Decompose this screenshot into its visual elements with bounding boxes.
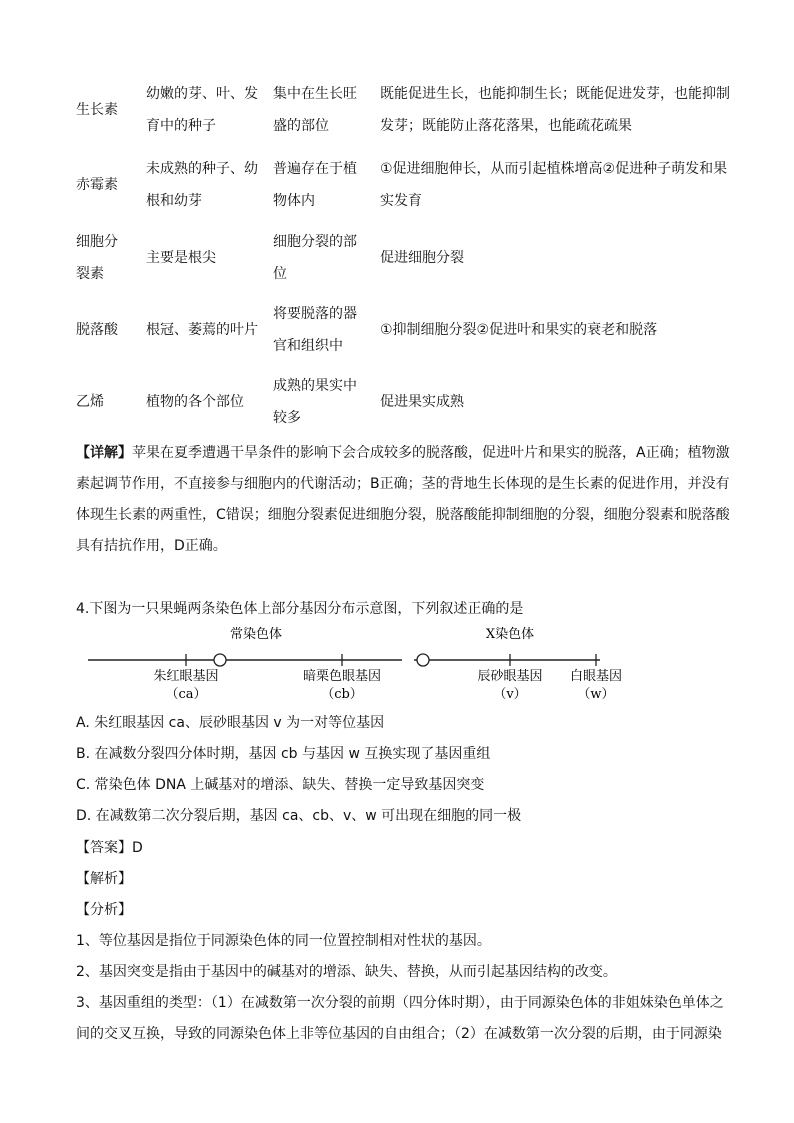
hormone-name: 细胞分 xyxy=(76,234,118,250)
gene-symbol: （w） xyxy=(577,687,615,702)
analysis-point: 间的交叉互换，导致的同源染色体上非等位基因的自由组合；（2）在减数第一次分裂的后期，由于同源染 xyxy=(76,1026,722,1042)
x-centromere xyxy=(417,654,429,666)
detail-label: 【详解】 xyxy=(76,445,132,461)
option-b: B. 在减数分裂四分体时期，基因 cb 与基因 w 互换实现了基因重组 xyxy=(76,746,491,762)
hormone-name: 乙烯 xyxy=(76,394,104,410)
hormone-name: 裂素 xyxy=(76,266,104,282)
analysis-point: 1、等位基因是指位于同源染色体的同一位置控制相对性状的基因。 xyxy=(76,933,491,949)
detail-line: 具有拮抗作用，D正确。 xyxy=(76,538,227,554)
analysis-label: 【解析】 xyxy=(76,871,132,887)
gene-symbol: （cb） xyxy=(321,687,363,702)
source-line: 幼嫩的芽、叶、发 xyxy=(146,86,258,102)
detail-line: 素起调节作用，不直接参与细胞内的代谢活动；B正确；茎的背地生长体现的是生长素的促进作用，并没有 xyxy=(76,476,730,492)
answer: 【答案】D xyxy=(76,840,143,856)
hormone-name: 赤霉素 xyxy=(76,177,118,193)
location-line: 物体内 xyxy=(273,193,315,209)
function-line: 促进细胞分裂 xyxy=(380,250,464,266)
chromosome-diagram xyxy=(80,622,640,702)
function-line: 实发育 xyxy=(380,193,422,209)
hormone-name: 生长素 xyxy=(76,102,118,118)
source-line: 主要是根尖 xyxy=(146,250,216,266)
option-c: C. 常染色体 DNA 上碱基对的增添、缺失、替换一定导致基因突变 xyxy=(76,777,485,793)
location-line: 位 xyxy=(273,266,287,282)
location-line: 官和组织中 xyxy=(273,338,343,354)
location-line: 成熟的果实中 xyxy=(273,378,357,394)
gene-label: 白眼基因 xyxy=(569,669,623,684)
gene-label: 朱红眼基因 xyxy=(153,669,219,684)
location-line: 将要脱落的器 xyxy=(273,306,357,322)
source-line: 根和幼芽 xyxy=(146,193,202,209)
source-line: 未成熟的种子、幼 xyxy=(146,161,258,177)
source-line: 植物的各个部位 xyxy=(146,394,244,410)
function-line: 既能促进生长，也能抑制生长；既能促进发芽，也能抑制 xyxy=(380,86,730,102)
autosome-title: 常染色体 xyxy=(229,627,283,642)
source-line: 育中的种子 xyxy=(146,118,216,134)
gene-label: 暗栗色眼基因 xyxy=(302,669,382,684)
gene-symbol: （v） xyxy=(493,687,527,702)
detail-line: 体现生长素的两重性，C错误；细胞分裂素促进细胞分裂，脱落酸能抑制细胞的分裂，细胞分裂素和脱落酸 xyxy=(76,507,730,523)
question-stem: 4.下图为一只果蝇两条染色体上部分基因分布示意图，下列叙述正确的是 xyxy=(76,601,524,617)
location-line: 较多 xyxy=(273,410,301,426)
function-line: ①抑制细胞分裂②促进叶和果实的衰老和脱落 xyxy=(380,322,658,338)
location-line: 普遍存在于植 xyxy=(273,161,357,177)
option-a: A. 朱红眼基因 ca、辰砂眼基因 v 为一对等位基因 xyxy=(76,715,385,731)
analysis-sub-label: 【分析】 xyxy=(76,902,132,918)
source-line: 根冠、萎蔫的叶片 xyxy=(146,322,258,338)
autosome-centromere xyxy=(214,654,226,666)
function-line: 发芽；既能防止落花落果，也能疏花疏果 xyxy=(380,118,632,134)
detail-line: 【详解】苹果在夏季遭遇干旱条件的影响下会合成较多的脱落酸，促进叶片和果实的脱落，A正确；植物激 xyxy=(76,445,730,461)
location-line: 细胞分裂的部 xyxy=(273,234,357,250)
analysis-point: 3、基因重组的类型：（1）在减数第一次分裂的前期（四分体时期），由于同源染色体的非姐妹染色单体之 xyxy=(76,995,724,1011)
analysis-point: 2、基因突变是指由于基因中的碱基对的增添、缺失、替换，从而引起基因结构的改变。 xyxy=(76,964,617,980)
location-line: 集中在生长旺 xyxy=(273,86,357,102)
function-line: 促进果实成熟 xyxy=(380,394,464,410)
gene-symbol: （ca） xyxy=(165,687,207,702)
detail-paragraph xyxy=(76,438,740,562)
location-line: 盛的部位 xyxy=(273,118,329,134)
option-d: D. 在减数第二次分裂后期，基因 ca、cb、v、w 可出现在细胞的同一极 xyxy=(76,808,522,824)
x-chromosome-title: X染色体 xyxy=(485,627,535,642)
gene-label: 辰砂眼基因 xyxy=(477,669,543,684)
function-line: ①促进细胞伸长，从而引起植株增高②促进种子萌发和果 xyxy=(380,161,728,177)
hormone-name: 脱落酸 xyxy=(76,322,118,338)
